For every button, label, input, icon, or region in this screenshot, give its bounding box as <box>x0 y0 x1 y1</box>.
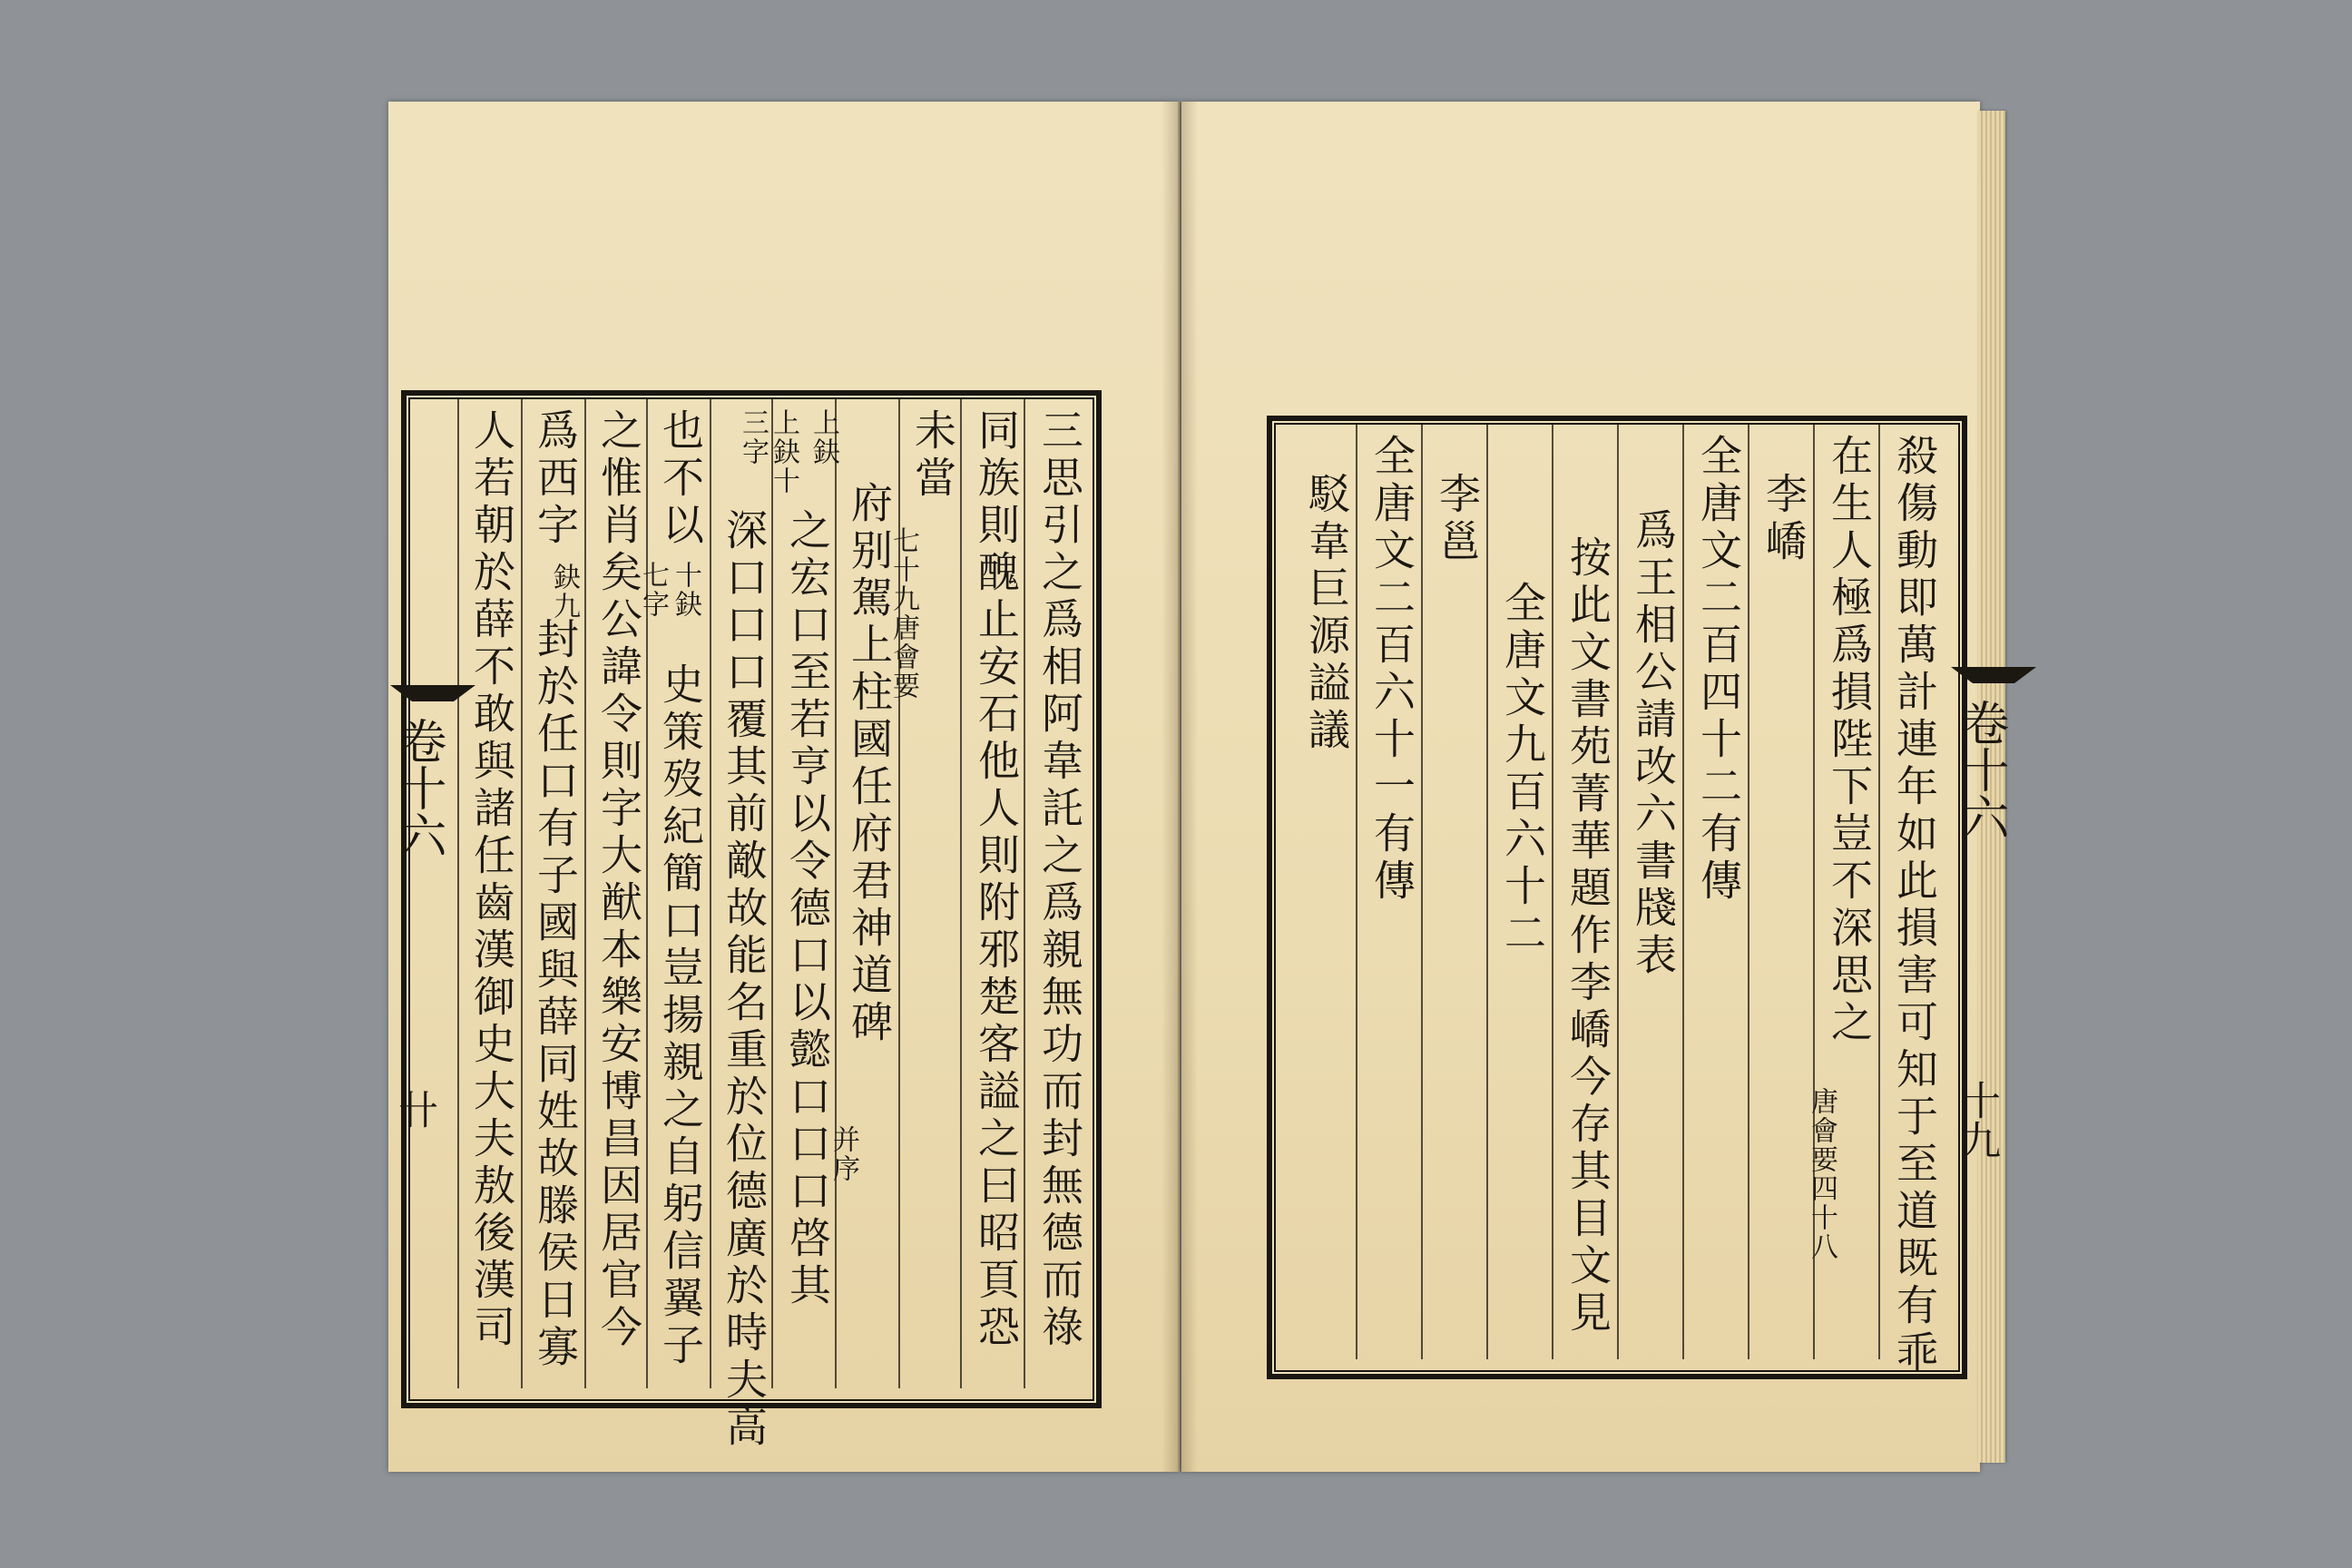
text-column: 未當 <box>908 408 957 503</box>
annotation-note: 上鈌十 <box>768 408 799 495</box>
text-column: 按此文書苑菁華題作李嶠今存其目文見 <box>1563 535 1612 1338</box>
text-column: 史策歿紀簡口豈揚親之自躬信翼子 <box>656 662 705 1370</box>
annotation-note: 鈌九 <box>548 563 580 621</box>
annotation-note: 并序 <box>828 1125 859 1183</box>
annotation-note: 十鈌 <box>670 561 701 619</box>
annotation-note: 上鈌 <box>808 408 839 466</box>
text-column: 同族則醜止安石他人則附邪楚客謚之曰昭頁恐 <box>972 408 1021 1352</box>
text-column: 之惟肖矣公諱令則字大猷本樂安博昌因居官今 <box>594 408 643 1352</box>
text-column: 之宏口至若亨以令德口以懿口口口啓其 <box>783 508 832 1310</box>
column-rule <box>584 399 586 1388</box>
text-column: 府别駕上柱國任府君神道碑 <box>845 481 894 1047</box>
text-column: 爲西字 <box>531 408 580 550</box>
juan-label: 卷十六 <box>391 717 446 858</box>
annotation-note: 七十九唐會要 <box>887 526 919 701</box>
column-rule <box>1421 425 1423 1359</box>
column-rule <box>521 399 523 1388</box>
column-rule <box>1552 425 1553 1359</box>
text-column: 殺傷動即萬計連年如此損害可知于至道既有乖 <box>1890 434 1939 1377</box>
text-column: 封於任口有子國與薛同姓故滕侯日寡 <box>531 617 580 1372</box>
text-column: 李邕 <box>1433 472 1482 566</box>
column-rule <box>1878 425 1880 1359</box>
juan-label: 卷十六 <box>1954 699 2008 840</box>
column-rule <box>1024 399 1025 1388</box>
column-rule <box>1356 425 1357 1359</box>
column-rule <box>1748 425 1749 1359</box>
text-column: 全唐文二百六十一有傳 <box>1367 434 1416 906</box>
text-column: 爲王相公請改六書牋表 <box>1629 508 1678 980</box>
leaf-number: 十九 <box>1954 1080 2000 1160</box>
annotation-note: 七字 <box>637 561 669 619</box>
column-rule <box>646 399 648 1388</box>
text-column: 駁韋巨源謚議 <box>1302 472 1351 755</box>
annotation-note: 三字 <box>737 408 769 466</box>
text-column: 全唐文九百六十二 <box>1498 581 1547 958</box>
fish-tail-mark <box>390 685 475 701</box>
text-column: 三思引之爲相阿韋託之爲親無功而封無德而祿 <box>1035 408 1084 1352</box>
column-rule <box>1617 425 1619 1359</box>
column-rule <box>457 399 459 1388</box>
text-column: 李嶠 <box>1759 472 1808 566</box>
column-rule <box>771 399 773 1388</box>
column-rule <box>1682 425 1684 1359</box>
text-column: 在生人極爲損陛下豈不深思之 <box>1825 434 1874 1047</box>
column-rule <box>1486 425 1488 1359</box>
text-column: 深口口口覆其前敵故能名重於位德廣於時夫高 <box>720 508 769 1452</box>
text-column: 人若朝於薛不敢與諸任齒漢御史大夫敖後漢司 <box>467 408 516 1352</box>
column-rule <box>835 399 837 1388</box>
column-rule <box>710 399 711 1388</box>
text-column: 也不以 <box>656 408 705 550</box>
column-rule <box>960 399 962 1388</box>
text-column: 全唐文二百四十二有傳 <box>1694 434 1743 906</box>
book-spine <box>1161 102 1198 1472</box>
leaf-number: 卄 <box>391 1089 437 1129</box>
annotation-note: 唐會要四十八 <box>1806 1087 1838 1261</box>
fish-tail-mark <box>1951 667 2036 683</box>
